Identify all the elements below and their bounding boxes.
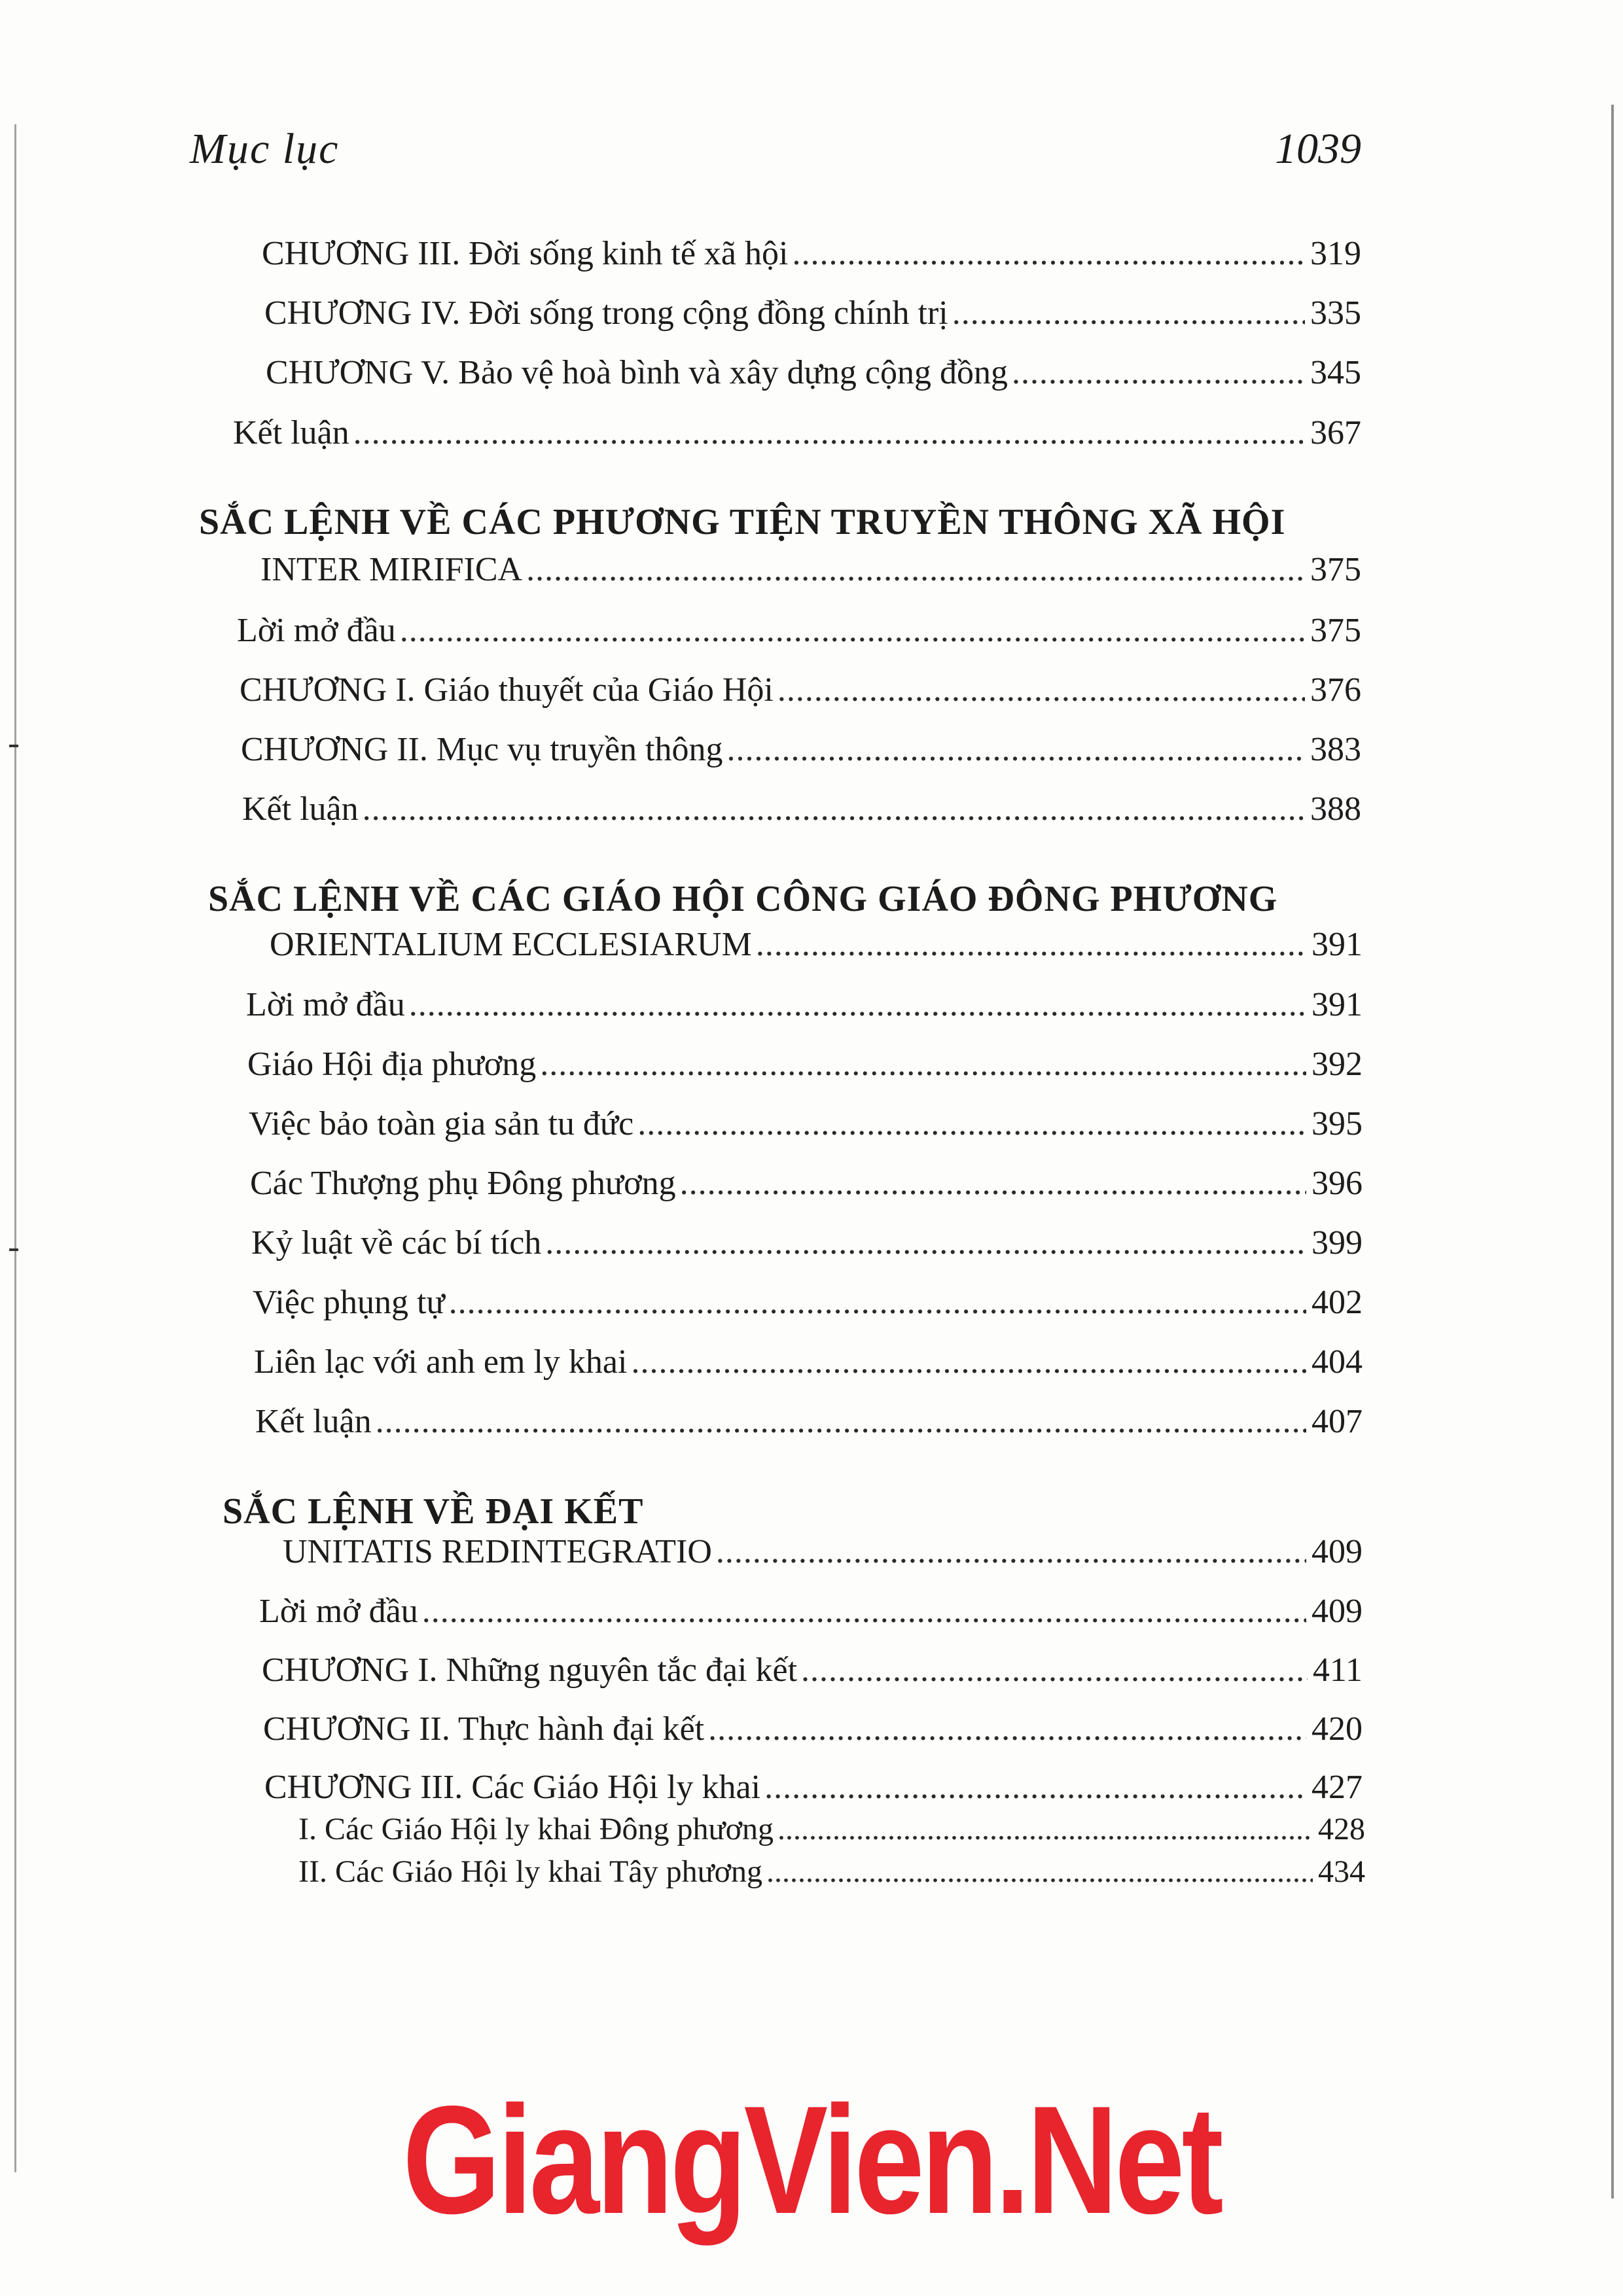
dot-leader [756, 928, 1306, 962]
toc-entry-label: Kết luận [255, 1403, 372, 1440]
section-heading: SẮC LỆNH VỀ CÁC GIÁO HỘI CÔNG GIÁO ĐÔNG PHƯƠNG [208, 879, 1278, 919]
toc-entry[interactable] [237, 614, 1361, 648]
toc-entry-page: 345 [1310, 354, 1361, 391]
toc-entry-label: CHƯƠNG I. Những nguyên tắc đại kết [262, 1651, 798, 1689]
toc-entry-label: UNITATIS REDINTEGRATIO [283, 1533, 712, 1570]
dot-leader [631, 1345, 1306, 1379]
toc-entry-label: CHƯƠNG IV. Đời sống trong cộng đồng chính trị [264, 294, 948, 332]
toc-entry[interactable] [251, 1226, 1363, 1260]
toc-entry-page: 420 [1311, 1710, 1363, 1748]
dot-leader [716, 1535, 1306, 1569]
dot-leader [400, 614, 1305, 648]
running-title: Mục lục [190, 125, 340, 173]
toc-entry-page: 388 [1310, 790, 1361, 828]
toc-entry-label: ORIENTALIUM ECCLESIARUM [270, 926, 752, 963]
toc-entry[interactable] [283, 1535, 1363, 1569]
dot-leader [540, 1048, 1306, 1082]
toc-entry-label: Việc phụng tự [253, 1284, 445, 1321]
toc-entry-label: INTER MIRIFICA [260, 551, 523, 588]
toc-entry[interactable] [246, 988, 1363, 1022]
dot-leader [766, 1856, 1313, 1888]
toc-entry-page: 434 [1318, 1854, 1365, 1889]
toc-entry-page: 367 [1310, 414, 1361, 451]
toc-entry-page: 404 [1311, 1343, 1363, 1381]
toc-entry[interactable] [241, 733, 1361, 767]
toc-entry-label: Lời mở đầu [246, 986, 405, 1023]
dot-leader [792, 237, 1305, 271]
toc-entry-page: 409 [1311, 1593, 1363, 1630]
toc-entry-label: CHƯƠNG III. Đời sống kinh tế xã hội [262, 235, 789, 272]
toc-entry-page: 411 [1312, 1651, 1363, 1689]
toc-entry-label: Liên lạc với anh em ly khai [254, 1343, 628, 1381]
toc-entry-page: 409 [1311, 1533, 1363, 1570]
toc-entry-label: Kết luận [233, 414, 349, 451]
toc-entry-page: 391 [1311, 926, 1363, 963]
dot-leader [777, 1814, 1313, 1845]
toc-subentry[interactable] [298, 1856, 1365, 1888]
toc-entry-label: Lời mở đầu [237, 612, 396, 649]
page-number: 1039 [1275, 125, 1361, 173]
dot-leader [708, 1712, 1306, 1746]
toc-entry-page: 375 [1310, 612, 1361, 649]
section-heading: SẮC LỆNH VỀ CÁC PHƯƠNG TIỆN TRUYỀN THÔNG XÃ HỘI [199, 502, 1286, 542]
toc-entry-label: CHƯƠNG III. Các Giáo Hội ly khai [264, 1769, 761, 1806]
toc-entry-page: 375 [1310, 551, 1361, 588]
dot-leader [1012, 356, 1305, 390]
toc-entry[interactable] [266, 356, 1361, 390]
section-heading: SẮC LỆNH VỀ ĐẠI KẾT [223, 1491, 644, 1532]
toc-entry[interactable] [247, 1048, 1363, 1082]
toc-entry-label: Các Thượng phụ Đông phương [250, 1165, 676, 1202]
margin-mark [9, 1248, 18, 1251]
toc-entry-page: 399 [1311, 1224, 1363, 1262]
toc-entry-label: Giáo Hội địa phương [247, 1046, 537, 1083]
toc-entry[interactable] [264, 296, 1361, 330]
dot-leader [363, 792, 1305, 826]
dot-leader [449, 1286, 1306, 1320]
toc-entry[interactable] [259, 1595, 1363, 1629]
dot-leader [680, 1167, 1306, 1201]
dot-leader [764, 1771, 1306, 1805]
dot-leader [353, 416, 1305, 450]
toc-entry-label: II. Các Giáo Hội ly khai Tây phương [298, 1854, 763, 1889]
toc-entry[interactable] [249, 1107, 1363, 1141]
toc-entry-label: CHƯƠNG II. Mục vụ truyền thông [241, 731, 723, 768]
toc-entry[interactable] [233, 416, 1361, 450]
toc-entry-page: 335 [1310, 294, 1361, 332]
toc-subentry[interactable] [298, 1814, 1365, 1845]
dot-leader [637, 1107, 1306, 1141]
toc-entry-label: I. Các Giáo Hội ly khai Đông phương [298, 1812, 774, 1846]
toc-entry-page: 395 [1311, 1105, 1363, 1142]
toc-entry-page: 396 [1311, 1165, 1363, 1202]
toc-entry[interactable] [263, 1712, 1363, 1746]
toc-entry-label: Việc bảo toàn gia sản tu đức [249, 1105, 634, 1142]
toc-entry-page: 319 [1310, 235, 1361, 272]
toc-entry-page: 428 [1318, 1812, 1365, 1846]
margin-mark [9, 745, 18, 747]
page-edge-left [14, 124, 16, 2172]
dot-leader [726, 733, 1305, 767]
toc-entry-label: Kỷ luật về các bí tích [251, 1224, 542, 1262]
toc-entry[interactable] [253, 1286, 1363, 1320]
toc-entry[interactable] [254, 1345, 1363, 1379]
toc-entry-page: 376 [1310, 671, 1361, 709]
toc-entry-page: 392 [1311, 1046, 1363, 1083]
toc-entry-page: 391 [1311, 986, 1363, 1023]
dot-leader [526, 553, 1305, 587]
toc-entry-label: CHƯƠNG II. Thực hành đại kết [263, 1710, 705, 1748]
dot-leader [545, 1226, 1306, 1260]
toc-entry-label: CHƯƠNG V. Bảo vệ hoà bình và xây dựng cộng đồng [266, 354, 1008, 391]
toc-entry[interactable] [262, 237, 1361, 271]
toc-entry[interactable] [255, 1405, 1363, 1439]
toc-entry-page: 427 [1311, 1769, 1363, 1806]
toc-entry[interactable] [262, 1653, 1363, 1687]
toc-entry[interactable] [264, 1771, 1363, 1805]
toc-entry[interactable] [242, 792, 1361, 826]
toc-entry[interactable] [240, 673, 1361, 707]
toc-entry-page: 402 [1311, 1284, 1363, 1321]
toc-entry[interactable] [270, 928, 1363, 962]
dot-leader [422, 1595, 1306, 1629]
page-header [190, 124, 1361, 183]
toc-entry-label: Kết luận [242, 790, 359, 828]
dot-leader [952, 296, 1305, 330]
toc-entry[interactable] [250, 1167, 1363, 1201]
watermark-logo: GiangVien.Net [402, 2074, 1221, 2246]
toc-entry-label: Lời mở đầu [259, 1593, 418, 1630]
dot-leader [777, 673, 1305, 707]
toc-entry[interactable] [260, 553, 1361, 587]
toc-entry-page: 383 [1310, 731, 1361, 768]
page-edge-right [1611, 105, 1614, 2199]
toc-entry-label: CHƯƠNG I. Giáo thuyết của Giáo Hội [240, 671, 774, 709]
dot-leader [801, 1653, 1308, 1687]
toc-entry-page: 407 [1311, 1403, 1363, 1440]
dot-leader [376, 1405, 1306, 1439]
dot-leader [409, 988, 1306, 1022]
